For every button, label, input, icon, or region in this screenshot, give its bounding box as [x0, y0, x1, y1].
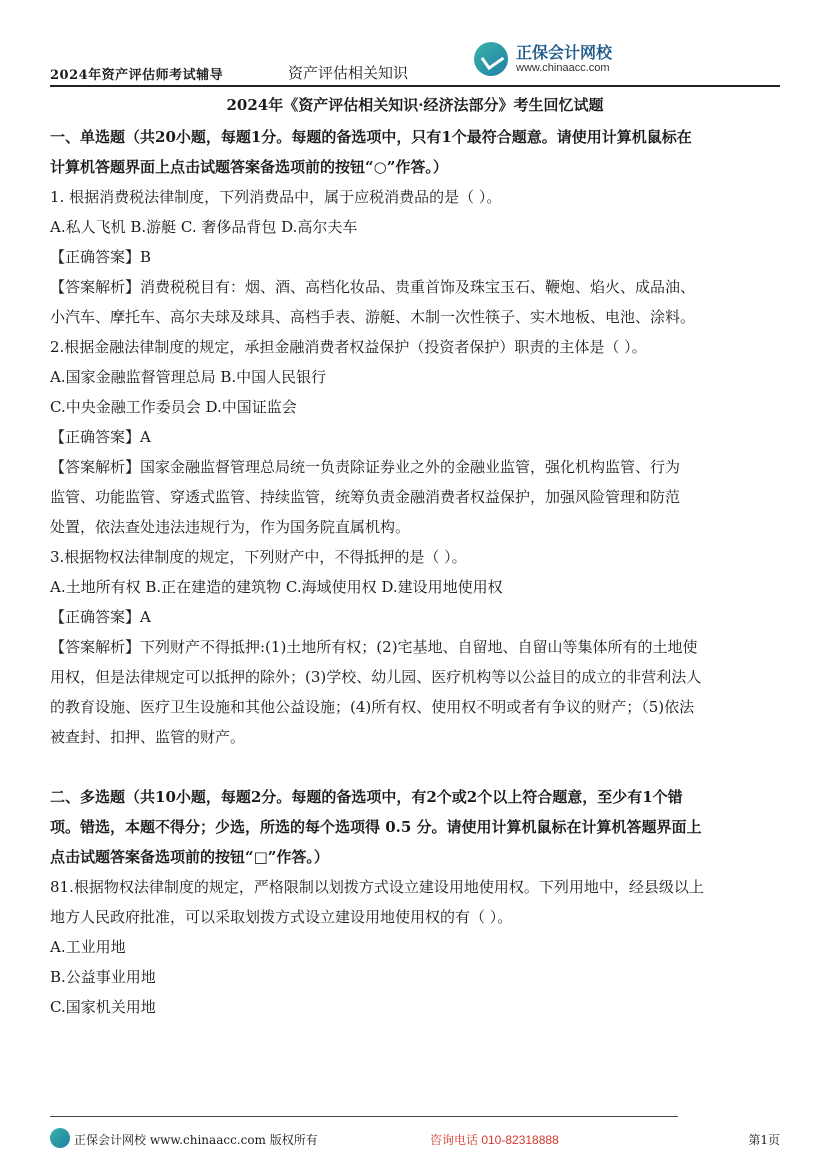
footer-hotline: 咨询电话 010-82318888	[430, 1133, 559, 1147]
brand-url[interactable]: www.chinaacc.com	[516, 62, 610, 74]
answer-analysis: 监管、功能监管、穿透式监管、持续监管，统筹负责金融消费者权益保护，加强风险管理和防范	[50, 488, 681, 506]
document-body	[50, 94, 780, 1022]
header-subject: 资产评估相关知识	[288, 64, 409, 82]
question-81	[50, 872, 780, 1022]
question-options: C.中央金融工作委员会 D.中国证监会	[50, 398, 297, 416]
question-stem: 81.根据物权法律制度的规定，严格限制以划拨方式设立建设用地使用权。下列用地中，经县级以上	[50, 878, 704, 896]
section-multiple-choice	[50, 782, 780, 872]
answer-analysis: 的教育设施、医疗卫生设施和其他公益设施；(4)所有权、使用权不明或者有争议的财产；（5)依法	[50, 698, 695, 716]
section-single-choice	[50, 122, 780, 182]
question-option: A.工业用地	[50, 938, 126, 956]
question-stem: 地方人民政府批准，可以采取划拨方式设立建设用地使用权的有（ ）。	[50, 908, 513, 926]
question-options: A.国家金融监督管理总局 B.中国人民银行	[50, 368, 327, 386]
question-options: A.私人飞机 B.游艇 C. 奢侈品背包 D.高尔夫车	[50, 218, 358, 236]
answer-analysis: 【答案解析】消费税税目有：烟、酒、高档化妆品、贵重首饰及珠宝玉石、鞭炮、焰火、成品油、	[50, 278, 696, 296]
question-stem: 1. 根据消费税法律制度，下列消费品中，属于应税消费品的是（ ）。	[50, 188, 502, 206]
answer-analysis: 【答案解析】下列财产不得抵押:(1)土地所有权；(2)宅基地、自留地、自留山等集体所有的土地使	[50, 638, 698, 656]
header-exam-title: 2024年资产评估师考试辅导	[50, 68, 224, 83]
question-1	[50, 182, 780, 332]
question-stem: 3.根据物权法律制度的规定，下列财产中，不得抵押的是（ ）。	[50, 548, 467, 566]
section-heading-line: 点击试题答案备选项前的按钮“□”作答。）	[50, 848, 329, 866]
answer-analysis: 小汽车、摩托车、高尔夫球及球具、高档手表、游艇、木制一次性筷子、实木地板、电池、涂料。	[50, 308, 696, 326]
question-option: C.国家机关用地	[50, 998, 156, 1016]
header-divider	[50, 85, 780, 87]
question-stem: 2.根据金融法律制度的规定，承担金融消费者权益保护（投资者保护）职责的主体是（ ）。	[50, 338, 647, 356]
question-2	[50, 332, 780, 542]
correct-answer: 【正确答案】A	[50, 428, 151, 446]
page-header	[50, 40, 780, 90]
question-3	[50, 542, 780, 752]
section-heading-line: 二、多选题（共10小题，每题2分。每题的备选项中，有2个或2个以上符合题意，至少有1个错	[50, 788, 683, 806]
question-options: A.土地所有权 B.正在建造的建筑物 C.海域使用权 D.建设用地使用权	[50, 578, 503, 596]
section-heading-line: 项。错选，本题不得分；少选，所选的每个选项得 0.5 分。请使用计算机鼠标在计算机答题界面上	[50, 818, 702, 836]
correct-answer: 【正确答案】B	[50, 248, 152, 266]
question-option: B.公益事业用地	[50, 968, 156, 986]
page-footer	[50, 1112, 780, 1152]
footer-divider	[50, 1116, 678, 1117]
correct-answer: 【正确答案】A	[50, 608, 151, 626]
blank-line	[50, 752, 780, 782]
answer-analysis: 用权，但是法律规定可以抵押的除外；(3)学校、幼儿园、医疗机构等以公益目的成立的非营利法人	[50, 668, 702, 686]
brand-name: 正保会计网校	[516, 45, 613, 62]
section-heading-line: 计算机答题界面上点击试题答案备选项前的按钮“○”作答。）	[50, 158, 448, 176]
brand-logo-icon	[474, 42, 508, 76]
answer-analysis: 处置，依法查处违法违规行为，作为国务院直属机构。	[50, 518, 411, 536]
page-number: 第1页	[748, 1133, 780, 1147]
footer-copyright: 正保会计网校 www.chinaacc.com 版权所有	[74, 1133, 318, 1147]
section-heading-line: 一、单选题（共20小题，每题1分。每题的备选项中，只有1个最符合题意。请使用计算机鼠标在	[50, 128, 692, 146]
document-title: 2024年《资产评估相关知识·经济法部分》考生回忆试题	[226, 96, 604, 114]
footer-logo-icon	[50, 1128, 70, 1148]
answer-analysis: 被查封、扣押、监管的财产。	[50, 728, 246, 746]
answer-analysis: 【答案解析】国家金融监督管理总局统一负责除证券业之外的金融业监管，强化机构监管、行为	[50, 458, 681, 476]
brand-logo[interactable]	[474, 40, 654, 80]
